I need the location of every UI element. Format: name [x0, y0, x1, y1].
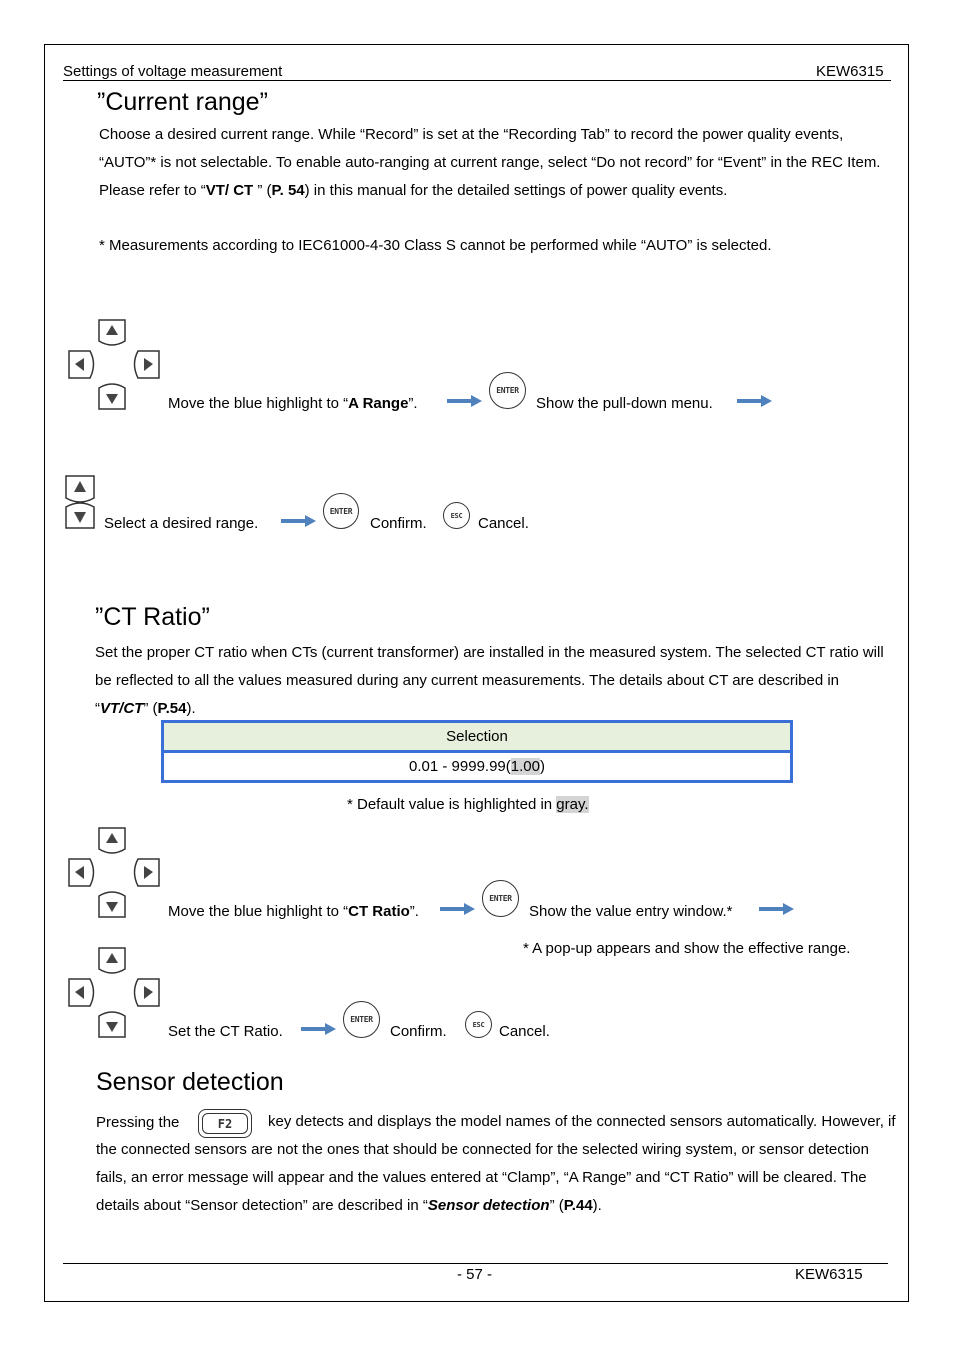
footer-rule [63, 1263, 888, 1264]
enter-button-icon: ENTER [489, 372, 526, 409]
ct-ratio-heading: ”CT Ratio” [95, 603, 210, 631]
current-range-step2-text: Select a desired range. [104, 515, 259, 532]
sensor-pressing-text: Pressing the [96, 1114, 180, 1131]
blue-right-arrow-icon [301, 1022, 337, 1036]
footer-model: KEW6315 [795, 1266, 863, 1283]
enter-button-icon: ENTER [482, 880, 519, 917]
page-number: - 57 - [457, 1266, 493, 1283]
f2-key-label: F2 [202, 1113, 248, 1134]
blue-right-arrow-icon [447, 394, 483, 408]
current-range-cancel-text: Cancel. [478, 515, 529, 532]
ct-ratio-cancel-text: Cancel. [499, 1023, 550, 1040]
ct-ratio-paragraph: Set the proper CT ratio when CTs (current transformer) are installed in the measured system. The selected CT ratio will be reflected to all the values measured during any current measurements. The details about CT are described in “VT/CT” (P.54). [95, 644, 884, 717]
header-model: KEW6315 [816, 63, 884, 80]
ct-ratio-selection-table [161, 720, 793, 783]
enter-button-icon: ENTER [343, 1001, 380, 1038]
blue-right-arrow-icon [281, 514, 317, 528]
four-way-cursor-keys-icon [66, 825, 162, 920]
ct-ratio-step1-action: Show the value entry window.* [529, 903, 733, 920]
default-value: 1.00 [510, 758, 540, 775]
esc-button-icon: ESC [443, 502, 470, 529]
up-down-keys-icon [63, 474, 97, 530]
current-range-note: * Measurements according to IEC61000-4-30 Class S cannot be performed while “AUTO” is selected. [99, 237, 772, 254]
sensor-detection-paragraph: key detects and displays the model names of the connected sensors automatically. However, if the connected sensors are not the ones that should be connected for the selected wiring system, or sensor detection fails, an error message will appear and the values entered at “Clamp”, “A Range” and “CT Ratio” will be cleared. The details about “Sensor detection” are described in “Sensor detection” (P.44). [96, 1113, 896, 1214]
four-way-cursor-keys-icon [66, 317, 162, 412]
selection-value: 0.01 - 9999.99(1.00) [163, 752, 792, 782]
sensor-detection-heading: Sensor detection [96, 1068, 284, 1096]
current-range-confirm-text: Confirm. [370, 515, 427, 532]
current-range-step1-text: Move the blue highlight to “A Range”. [168, 395, 418, 412]
four-way-cursor-keys-icon [66, 945, 162, 1040]
current-range-heading: ”Current range” [97, 88, 268, 116]
current-range-step1-action: Show the pull-down menu. [536, 395, 713, 412]
blue-right-arrow-icon [440, 902, 476, 916]
esc-button-icon: ESC [465, 1011, 492, 1038]
popup-note: * A pop-up appears and show the effective range. [523, 940, 851, 957]
ct-ratio-step1-text: Move the blue highlight to “CT Ratio”. [168, 903, 419, 920]
ct-ratio-confirm-text: Confirm. [390, 1023, 447, 1040]
ct-ratio-step2-text: Set the CT Ratio. [168, 1023, 283, 1040]
current-range-paragraph: Choose a desired current range. While “Record” is set at the “Recording Tab” to record the power quality events, “AUTO”* is not selectable. To enable auto-ranging at current range, select “Do not record” for “Event” in the REC Item. Please refer to “VT/ CT ” (P. 54) in this manual for the detailed settings of power quality events. [99, 126, 881, 199]
blue-right-arrow-icon [737, 394, 773, 408]
blue-right-arrow-icon [759, 902, 795, 916]
default-value-note: * Default value is highlighted in gray. [347, 796, 589, 813]
header-rule [63, 80, 891, 81]
header-section-title: Settings of voltage measurement [63, 63, 283, 80]
selection-header: Selection [163, 722, 792, 752]
enter-button-icon: ENTER [323, 493, 359, 529]
